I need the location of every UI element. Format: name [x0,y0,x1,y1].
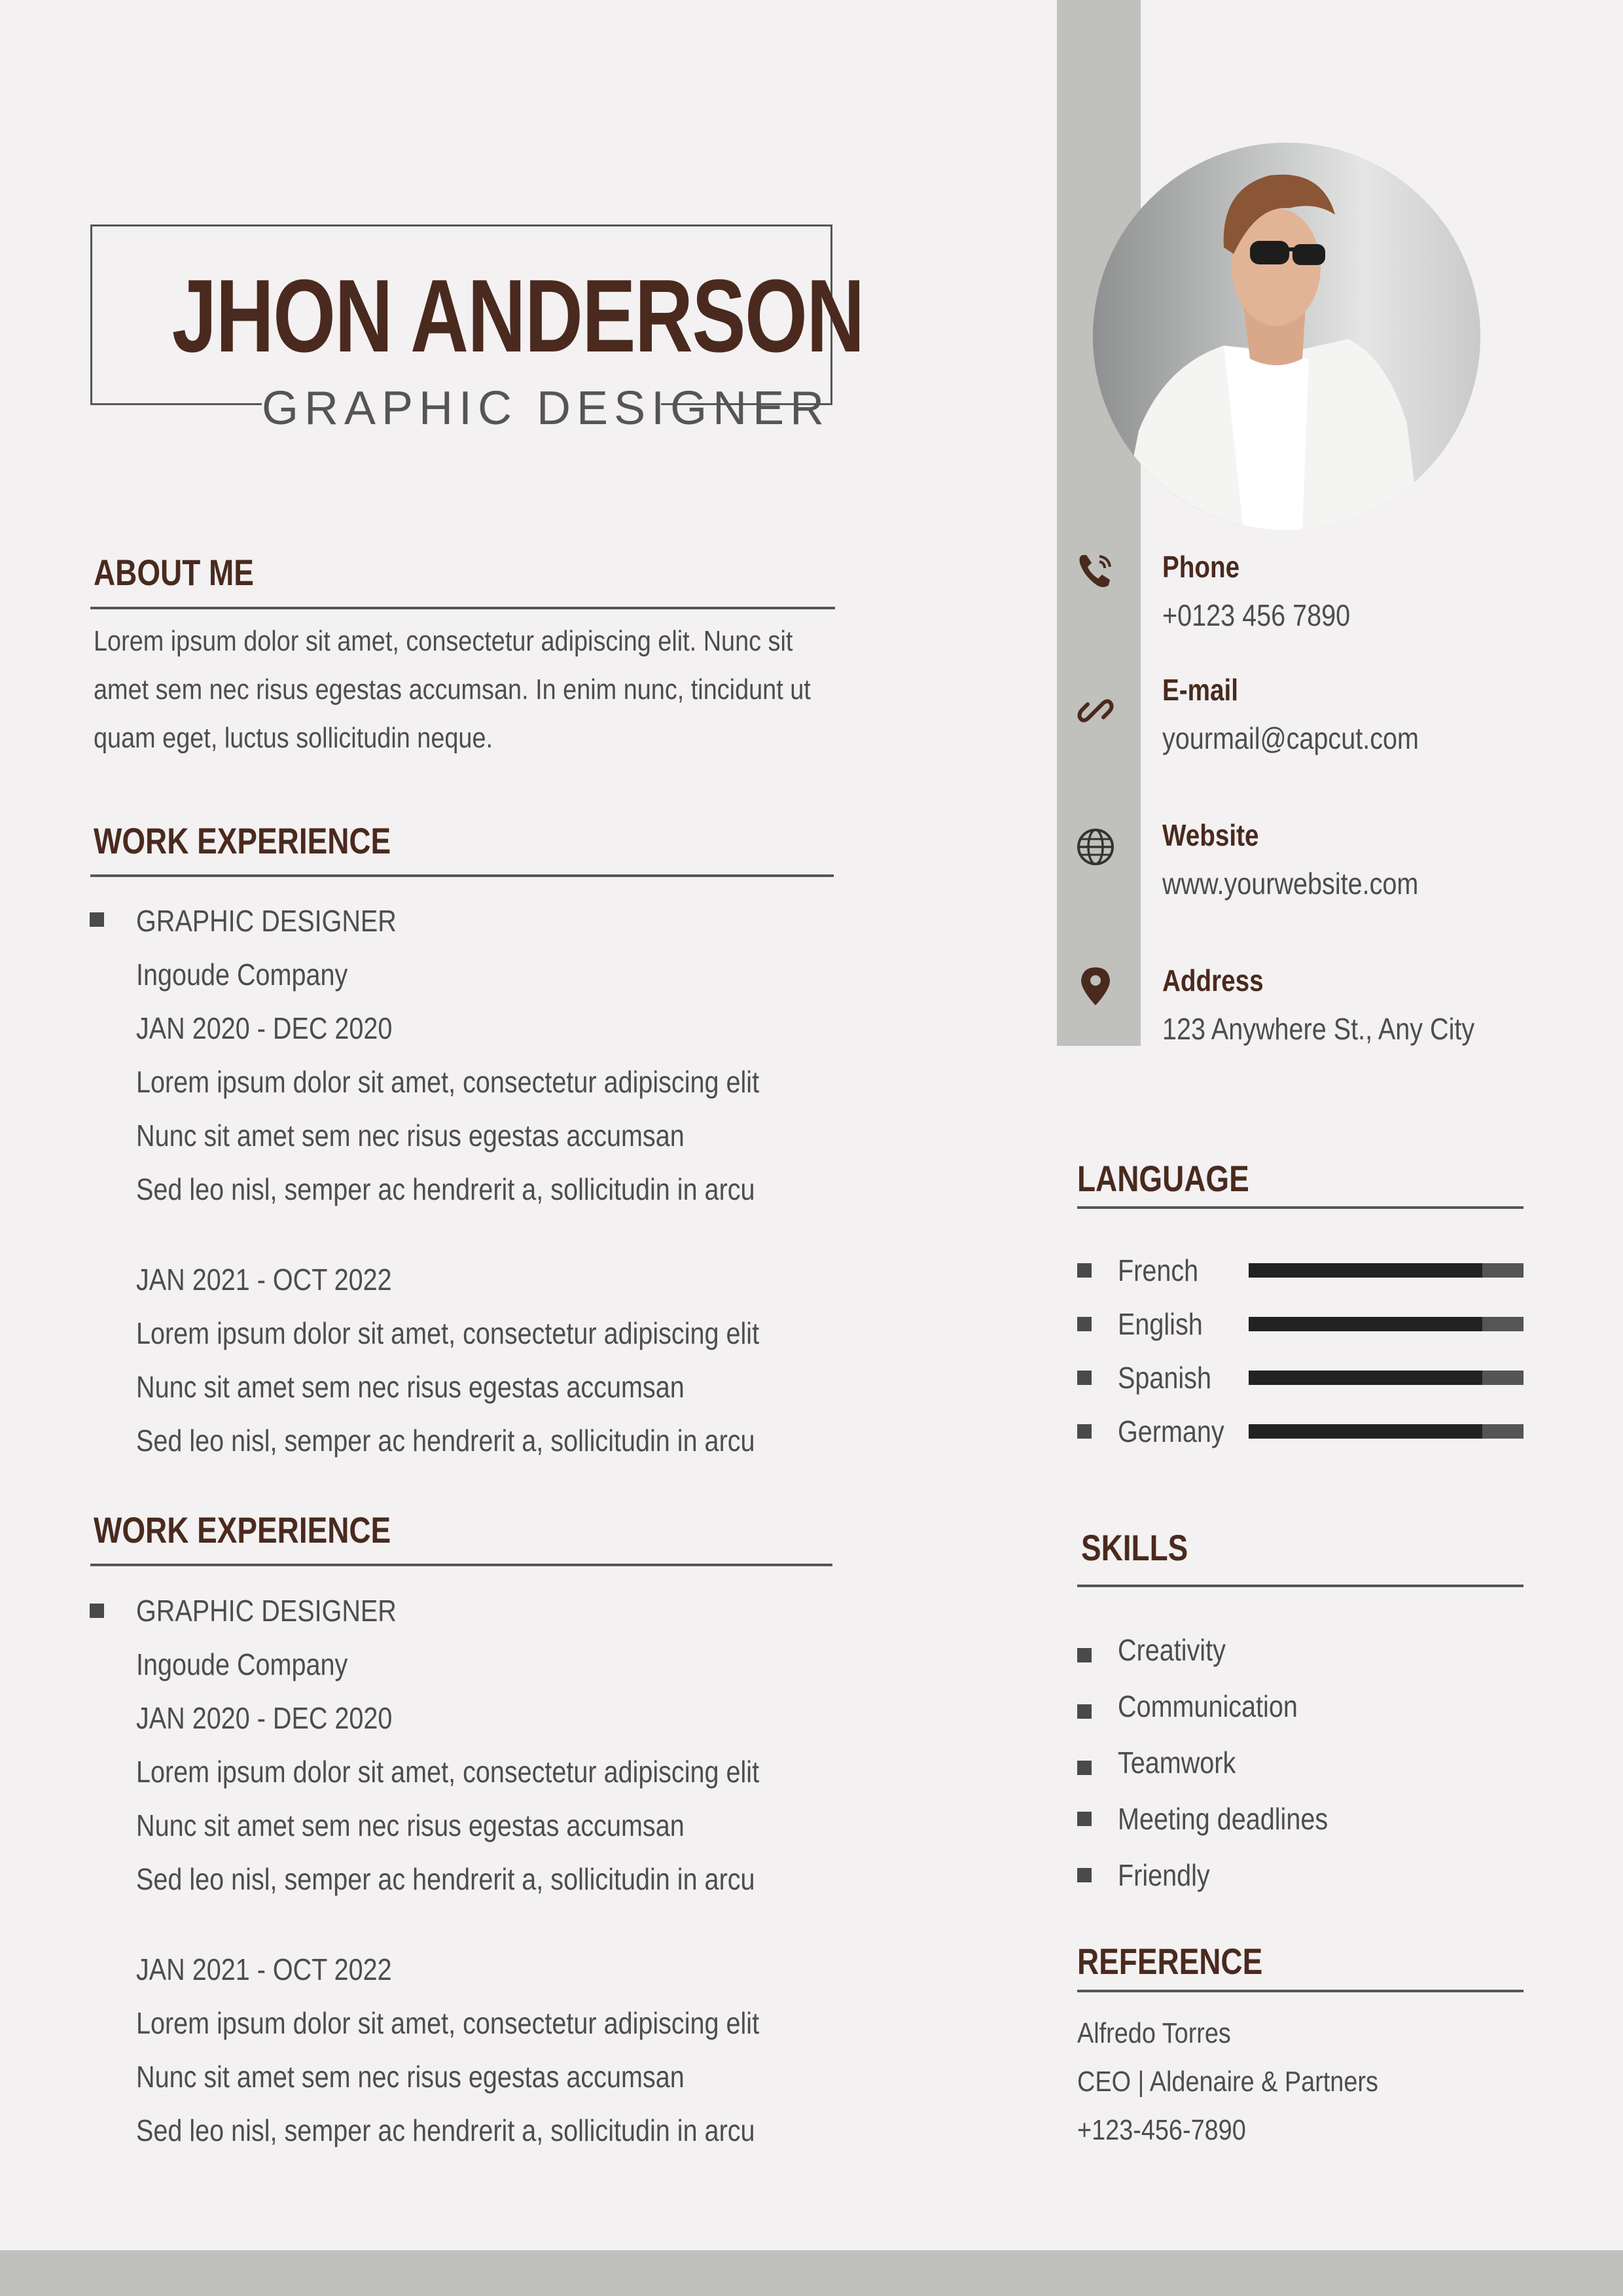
work-period: JAN 2021 - OCT 2022 [136,1263,392,1297]
skills-rule [1077,1585,1524,1587]
skill-label: Communication [1118,1689,1298,1723]
work-detail: Sed leo nisl, semper ac hendrerit a, sollicitudin in arcu [136,1862,755,1896]
work-company: Ingoude Company [136,958,348,992]
phone-icon [1075,550,1116,592]
language-heading: LANGUAGE [1077,1158,1249,1199]
work-company: Ingoude Company [136,1647,348,1681]
work-detail: Sed leo nisl, semper ac hendrerit a, sollicitudin in arcu [136,1424,755,1458]
about-text [94,617,927,762]
skill-item [1077,1736,1524,1792]
language-name: Spanish [1118,1361,1211,1395]
profile-photo [1093,143,1480,530]
contact-value: www.yourwebsite.com [1162,867,1419,901]
contact-address [1162,961,1525,1049]
work-period: JAN 2020 - DEC 2020 [136,1701,393,1735]
language-name: French [1118,1253,1199,1287]
contact-phone [1162,547,1381,635]
footer-bar [0,2250,1623,2296]
work-entry [136,1943,861,2157]
about-rule [90,607,835,609]
work-rule [90,874,834,877]
bullet-marker [1077,1371,1092,1385]
language-bar-fill [1249,1263,1482,1278]
work-role: GRAPHIC DESIGNER [136,1594,397,1628]
work-rule [90,1564,832,1566]
work-detail: Nunc sit amet sem nec risus egestas accumsan [136,1370,685,1404]
skill-label: Teamwork [1118,1746,1236,1780]
language-bar-track [1249,1371,1524,1385]
job-title: GRAPHIC DESIGNER [262,382,830,435]
language-item [1077,1351,1524,1405]
about-line: quam eget, luctus sollicitudin neque. [94,722,493,754]
language-item [1077,1405,1524,1458]
bullet-marker [1077,1648,1092,1662]
work-detail: Nunc sit amet sem nec risus egestas accumsan [136,1119,685,1153]
work-detail: Nunc sit amet sem nec risus egestas accumsan [136,1808,685,1842]
skill-item [1077,1792,1524,1848]
contact-website [1162,816,1460,903]
about-line: Lorem ipsum dolor sit amet, consectetur adipiscing elit. Nunc sit [94,625,793,657]
skill-label: Friendly [1118,1858,1210,1892]
skill-label: Meeting deadlines [1118,1802,1329,1836]
profile-photo-illustration [1093,143,1480,530]
contact-label: Phone [1162,550,1240,584]
language-bar-track [1249,1424,1524,1439]
work-role: GRAPHIC DESIGNER [136,904,397,938]
work-detail: Lorem ipsum dolor sit amet, consectetur adipiscing elit [136,2006,760,2040]
skill-item [1077,1679,1524,1736]
reference-rule [1077,1990,1524,1992]
language-item [1077,1297,1524,1351]
reference-heading: REFERENCE [1077,1941,1263,1982]
bullet-marker [1077,1704,1092,1719]
work-entry [136,1584,861,1906]
work-period: JAN 2020 - DEC 2020 [136,1011,393,1045]
skill-label: Creativity [1118,1633,1226,1667]
contact-value: yourmail@capcut.com [1162,721,1419,755]
location-pin-icon [1075,965,1116,1007]
full-name: JHON ANDERSON [171,259,864,374]
language-bar-track [1249,1317,1524,1331]
language-bar-fill [1249,1317,1482,1331]
bullet-marker [1077,1868,1092,1882]
skills-list [1077,1623,1524,1905]
skill-item [1077,1848,1524,1905]
bullet-marker [1077,1812,1092,1826]
contact-label: Address [1162,963,1264,997]
work-entry [136,894,861,1216]
language-bar-fill [1249,1424,1482,1439]
work-detail: Sed leo nisl, semper ac hendrerit a, sollicitudin in arcu [136,2113,755,2147]
work-heading: WORK EXPERIENCE [94,1509,391,1551]
globe-icon [1075,826,1116,868]
work-heading: WORK EXPERIENCE [94,820,391,861]
bullet-marker [1077,1761,1092,1775]
work-entry [136,1253,861,1467]
bullet-marker [1077,1317,1092,1331]
language-name: Germany [1118,1414,1224,1448]
about-line: amet sem nec risus egestas accumsan. In enim nunc, tincidunt ut [94,673,811,706]
reference-block [1077,2009,1427,2155]
contact-label: Website [1162,818,1259,852]
work-detail: Lorem ipsum dolor sit amet, consectetur adipiscing elit [136,1316,760,1350]
work-detail: Nunc sit amet sem nec risus egestas accumsan [136,2060,685,2094]
bullet-marker [1077,1424,1092,1439]
language-item [1077,1244,1524,1297]
reference-role: CEO | Aldenaire & Partners [1077,2066,1378,2098]
skills-heading: SKILLS [1081,1527,1188,1568]
bullet-marker [1077,1263,1092,1278]
bullet-marker [90,912,104,927]
language-rule [1077,1206,1524,1209]
contact-email [1162,670,1461,758]
bullet-marker [90,1604,104,1618]
link-icon [1075,690,1116,732]
language-bar-fill [1249,1371,1482,1385]
about-heading: ABOUT ME [94,552,254,593]
reference-phone: +123-456-7890 [1077,2114,1246,2146]
language-list [1077,1244,1524,1458]
work-detail: Lorem ipsum dolor sit amet, consectetur adipiscing elit [136,1755,760,1789]
reference-name: Alfredo Torres [1077,2017,1231,2049]
work-detail: Lorem ipsum dolor sit amet, consectetur adipiscing elit [136,1065,760,1099]
contact-label: E-mail [1162,673,1238,707]
contact-value: 123 Anywhere St., Any City [1162,1012,1475,1046]
contact-value: +0123 456 7890 [1162,598,1351,632]
language-name: English [1118,1307,1203,1341]
work-detail: Sed leo nisl, semper ac hendrerit a, sollicitudin in arcu [136,1172,755,1206]
language-bar-track [1249,1263,1524,1278]
skill-item [1077,1623,1524,1679]
work-period: JAN 2021 - OCT 2022 [136,1952,392,1986]
sidebar-strip [1057,0,1141,1046]
